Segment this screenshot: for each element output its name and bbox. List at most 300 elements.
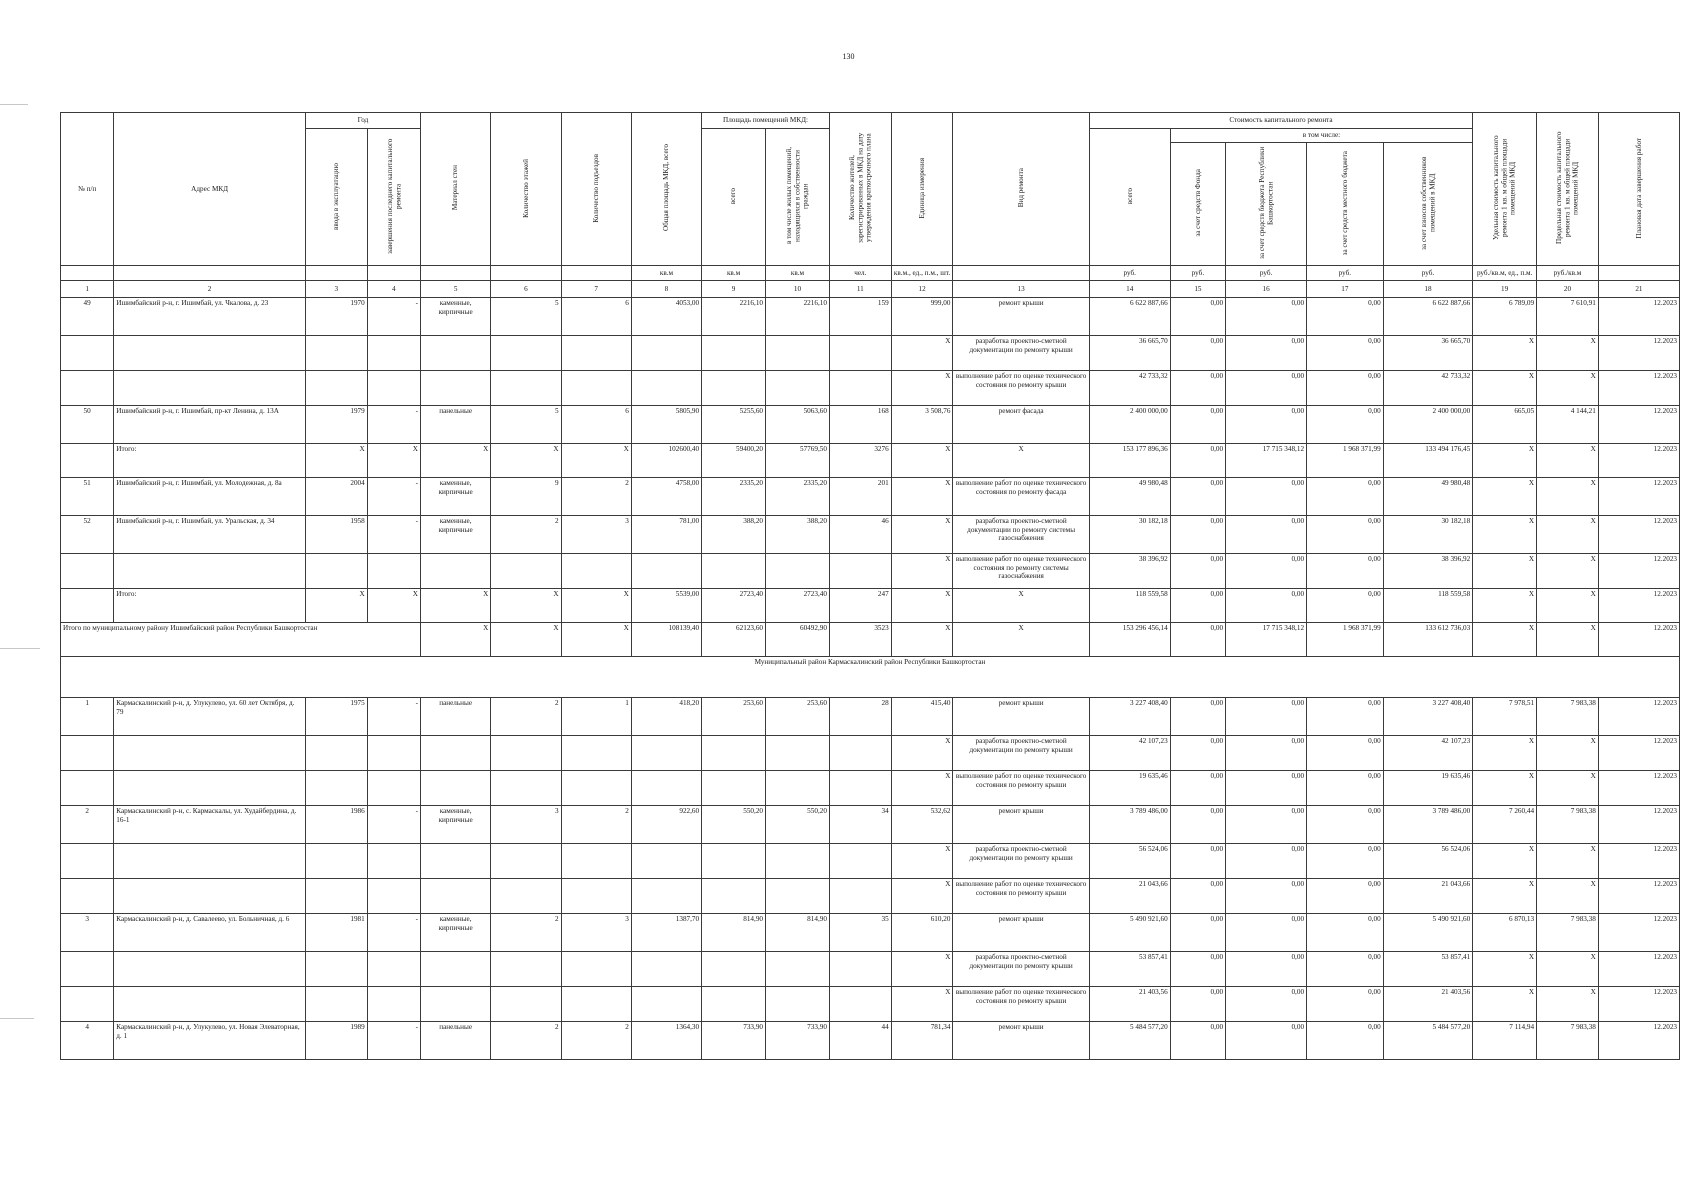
quantity-cell: X: [891, 554, 953, 589]
cost-cell: 665,05: [1473, 406, 1537, 444]
cost-cell: 0,00: [1307, 478, 1384, 516]
unit-cell: руб.: [1383, 266, 1473, 281]
cost-cell: 0,00: [1170, 298, 1225, 336]
year-cell: -: [367, 298, 420, 336]
cost-cell: 0,00: [1170, 698, 1225, 736]
empty-cell: [305, 554, 367, 589]
section-title: Муниципальный район Кармаскалинский район Республики Башкортостан: [61, 657, 1680, 698]
empty-cell: [702, 771, 766, 806]
quantity-cell: X: [891, 444, 953, 478]
area-cell: 57769,50: [766, 444, 830, 478]
cost-cell: 12.2023: [1598, 952, 1679, 987]
empty-cell: [367, 554, 420, 589]
cost-cell: X: [1473, 371, 1537, 406]
area-cell: 4758,00: [631, 478, 701, 516]
empty-cell: [829, 879, 891, 914]
cost-cell: 0,00: [1226, 406, 1307, 444]
empty-cell: [766, 371, 830, 406]
cost-cell: 118 559,58: [1383, 589, 1473, 623]
area-cell: 253,60: [702, 698, 766, 736]
empty-cell: [61, 771, 114, 806]
unit-cell: руб.: [1307, 266, 1384, 281]
quantity-cell: 415,40: [891, 698, 953, 736]
area-cell: 2335,20: [702, 478, 766, 516]
cost-cell: 0,00: [1307, 336, 1384, 371]
cost-cell: 0,00: [1307, 406, 1384, 444]
cost-cell: 0,00: [1307, 952, 1384, 987]
cost-cell: 0,00: [1170, 516, 1225, 554]
residents-cell: 3523: [829, 623, 891, 657]
row-number-cell: 1: [61, 698, 114, 736]
cost-cell: 0,00: [1307, 771, 1384, 806]
cost-cell: X: [1537, 771, 1599, 806]
col-unit-header: Единица измерения: [891, 113, 953, 266]
cost-cell: X: [1473, 952, 1537, 987]
cost-cell: 0,00: [1226, 987, 1307, 1022]
entrances-cell: 2: [561, 1022, 631, 1060]
cost-cell: 0,00: [1170, 478, 1225, 516]
table-cell: X: [420, 623, 490, 657]
quantity-cell: 532,62: [891, 806, 953, 844]
cost-cell: 12.2023: [1598, 844, 1679, 879]
empty-cell: [305, 987, 367, 1022]
address-cell: Итого:: [114, 444, 306, 478]
empty-cell: [114, 554, 306, 589]
address-cell: Ишимбайский р-н, г. Ишимбай, ул. Молодежная, д. 8а: [114, 478, 306, 516]
cost-cell: X: [1473, 554, 1537, 589]
cost-cell: 7 983,38: [1537, 806, 1599, 844]
column-number-cell: 4: [367, 281, 420, 298]
house-row: [61, 1022, 1680, 1060]
empty-cell: [491, 844, 561, 879]
cost-cell: 12.2023: [1598, 771, 1679, 806]
cost-cell: 0,00: [1170, 879, 1225, 914]
scan-speckle: [0, 104, 28, 105]
empty-cell: [114, 952, 306, 987]
entrances-cell: 2: [561, 478, 631, 516]
entrances-cell: 6: [561, 298, 631, 336]
area-cell: 5805,90: [631, 406, 701, 444]
cost-cell: 21 043,66: [1089, 879, 1170, 914]
cost-cell: 0,00: [1226, 914, 1307, 952]
area-cell: 733,90: [766, 1022, 830, 1060]
column-number-cell: 18: [1383, 281, 1473, 298]
cost-cell: 0,00: [1226, 736, 1307, 771]
house-row: [61, 806, 1680, 844]
empty-cell: [305, 844, 367, 879]
sub-work-row: [61, 771, 1680, 806]
empty-cell: [305, 879, 367, 914]
cost-cell: 6 622 887,66: [1089, 298, 1170, 336]
house-row: [61, 914, 1680, 952]
cost-cell: 0,00: [1170, 336, 1225, 371]
cost-cell: 7 983,38: [1537, 698, 1599, 736]
floors-cell: X: [491, 444, 561, 478]
col-year-commission-header: ввода в эксплуатацию: [305, 129, 367, 266]
work-type-cell: разработка проектно-сметной документации по ремонту крыши: [953, 736, 1089, 771]
empty-cell: [61, 554, 114, 589]
empty-cell: [561, 844, 631, 879]
work-type-cell: X: [953, 589, 1089, 623]
empty-cell: [702, 952, 766, 987]
empty-cell: [766, 879, 830, 914]
empty-cell: [491, 336, 561, 371]
residents-cell: 247: [829, 589, 891, 623]
table-body: [61, 298, 1680, 1060]
cost-cell: X: [1473, 589, 1537, 623]
sub-work-row: [61, 554, 1680, 589]
col-premises-area-header: Площадь помещений МКД:: [702, 113, 830, 129]
area-cell: 2335,20: [766, 478, 830, 516]
material-cell: панельные: [420, 1022, 490, 1060]
col-floors-header: Количество этажей: [491, 113, 561, 266]
cost-cell: 3 227 408,40: [1383, 698, 1473, 736]
empty-cell: [367, 952, 420, 987]
empty-cell: [561, 736, 631, 771]
cost-cell: 56 524,06: [1383, 844, 1473, 879]
cost-cell: 7 978,51: [1473, 698, 1537, 736]
cost-cell: X: [1537, 336, 1599, 371]
cost-cell: 0,00: [1170, 554, 1225, 589]
cost-cell: 0,00: [1170, 771, 1225, 806]
area-cell: 253,60: [766, 698, 830, 736]
col-year-header: Год: [305, 113, 420, 129]
work-type-cell: ремонт крыши: [953, 806, 1089, 844]
row-number-cell: 3: [61, 914, 114, 952]
cost-cell: 5 490 921,60: [1383, 914, 1473, 952]
empty-cell: [631, 987, 701, 1022]
empty-cell: [305, 371, 367, 406]
cost-cell: 0,00: [1170, 623, 1225, 657]
unit-cell: руб.: [1089, 266, 1170, 281]
cost-cell: 12.2023: [1598, 336, 1679, 371]
empty-cell: [631, 554, 701, 589]
area-cell: 60492,90: [766, 623, 830, 657]
cost-cell: 0,00: [1307, 298, 1384, 336]
empty-cell: [61, 879, 114, 914]
cost-cell: 5 490 921,60: [1089, 914, 1170, 952]
column-number-cell: 5: [420, 281, 490, 298]
cost-cell: 7 610,91: [1537, 298, 1599, 336]
column-number-cell: 13: [953, 281, 1089, 298]
col-local-header: за счет средств местного бюджета: [1307, 143, 1384, 266]
quantity-cell: X: [891, 844, 953, 879]
empty-cell: [420, 987, 490, 1022]
quantity-cell: X: [891, 589, 953, 623]
area-cell: 922,60: [631, 806, 701, 844]
cost-cell: 153 296 456,14: [1089, 623, 1170, 657]
cost-cell: 7 983,38: [1537, 914, 1599, 952]
col-total-area-header: Общая площадь МКД, всего: [631, 113, 701, 266]
empty-cell: [631, 952, 701, 987]
area-cell: 550,20: [766, 806, 830, 844]
cost-cell: 42 733,32: [1089, 371, 1170, 406]
cost-cell: X: [1537, 844, 1599, 879]
empty-cell: [367, 844, 420, 879]
column-number-cell: 1: [61, 281, 114, 298]
col-deadline-header: Плановая дата завершения работ: [1598, 113, 1679, 266]
floors-cell: 5: [491, 406, 561, 444]
cost-cell: 7 114,94: [1473, 1022, 1537, 1060]
cost-cell: 0,00: [1226, 298, 1307, 336]
entrances-cell: 1: [561, 698, 631, 736]
empty-cell: [491, 371, 561, 406]
cost-cell: X: [1473, 771, 1537, 806]
empty-cell: [829, 371, 891, 406]
cost-cell: 5 484 577,20: [1089, 1022, 1170, 1060]
work-type-cell: выполнение работ по оценке технического состояния по ремонту крыши: [953, 987, 1089, 1022]
cost-cell: 0,00: [1226, 336, 1307, 371]
cost-cell: 36 665,70: [1089, 336, 1170, 371]
cost-cell: 12.2023: [1598, 914, 1679, 952]
cost-cell: 0,00: [1307, 736, 1384, 771]
column-number-cell: 7: [561, 281, 631, 298]
unit-cell: руб./кв.м, ед., п.м.: [1473, 266, 1537, 281]
quantity-cell: X: [891, 623, 953, 657]
cost-cell: 3 789 486,00: [1383, 806, 1473, 844]
unit-cell: [367, 266, 420, 281]
cost-cell: 12.2023: [1598, 806, 1679, 844]
cost-cell: 0,00: [1226, 1022, 1307, 1060]
column-number-cell: 19: [1473, 281, 1537, 298]
residents-cell: 201: [829, 478, 891, 516]
quantity-cell: 781,34: [891, 1022, 953, 1060]
year-cell: X: [367, 589, 420, 623]
work-type-cell: разработка проектно-сметной документации по ремонту крыши: [953, 336, 1089, 371]
residents-cell: 168: [829, 406, 891, 444]
empty-cell: [829, 736, 891, 771]
unit-cell: кв.м: [766, 266, 830, 281]
cost-cell: 12.2023: [1598, 589, 1679, 623]
residents-cell: 3276: [829, 444, 891, 478]
unit-cell: [61, 266, 114, 281]
area-cell: 4053,00: [631, 298, 701, 336]
empty-cell: [114, 336, 306, 371]
empty-cell: [829, 952, 891, 987]
cost-cell: X: [1537, 554, 1599, 589]
house-row: [61, 298, 1680, 336]
empty-cell: [561, 554, 631, 589]
col-fund-header: за счет средств Фонда: [1170, 143, 1225, 266]
cost-cell: 0,00: [1170, 406, 1225, 444]
area-cell: 2723,40: [766, 589, 830, 623]
total-row: [61, 589, 1680, 623]
work-type-cell: ремонт крыши: [953, 914, 1089, 952]
cost-cell: X: [1473, 516, 1537, 554]
work-type-cell: X: [953, 444, 1089, 478]
entrances-cell: 3: [561, 914, 631, 952]
work-type-cell: разработка проектно-сметной документации по ремонту системы газоснабжения: [953, 516, 1089, 554]
cost-cell: 38 396,92: [1089, 554, 1170, 589]
cost-cell: 12.2023: [1598, 478, 1679, 516]
material-cell: каменные, кирпичные: [420, 516, 490, 554]
cost-cell: 53 857,41: [1089, 952, 1170, 987]
empty-cell: [631, 336, 701, 371]
cost-cell: 6 870,13: [1473, 914, 1537, 952]
units-row: [61, 266, 1680, 281]
year-cell: 1989: [305, 1022, 367, 1060]
empty-cell: [114, 771, 306, 806]
empty-cell: [367, 371, 420, 406]
empty-cell: [420, 336, 490, 371]
cost-cell: 2 400 000,00: [1089, 406, 1170, 444]
area-cell: 814,90: [702, 914, 766, 952]
cost-cell: 133 494 176,45: [1383, 444, 1473, 478]
column-number-cell: 8: [631, 281, 701, 298]
empty-cell: [561, 987, 631, 1022]
cost-cell: 12.2023: [1598, 623, 1679, 657]
unit-cell: кв.м., ед., п.м., шт.: [891, 266, 953, 281]
unit-cell: кв.м: [702, 266, 766, 281]
cost-cell: 0,00: [1226, 771, 1307, 806]
empty-cell: [491, 736, 561, 771]
floors-cell: 9: [491, 478, 561, 516]
floors-cell: X: [491, 589, 561, 623]
cost-cell: 21 403,56: [1383, 987, 1473, 1022]
material-cell: X: [420, 589, 490, 623]
area-cell: 5539,00: [631, 589, 701, 623]
cost-cell: 0,00: [1226, 952, 1307, 987]
empty-cell: [420, 371, 490, 406]
unit-cell: кв.м: [631, 266, 701, 281]
area-cell: 733,90: [702, 1022, 766, 1060]
cost-cell: X: [1473, 736, 1537, 771]
cost-cell: X: [1537, 623, 1599, 657]
unit-cell: [420, 266, 490, 281]
year-cell: X: [367, 444, 420, 478]
area-cell: 388,20: [766, 516, 830, 554]
col-residents-header: Количество жителей, зарегистрированных в МКД на дату утверждения краткосрочного плана: [829, 113, 891, 266]
empty-cell: [702, 736, 766, 771]
cost-cell: 21 403,56: [1089, 987, 1170, 1022]
empty-cell: [420, 771, 490, 806]
column-number-cell: 21: [1598, 281, 1679, 298]
year-cell: 1986: [305, 806, 367, 844]
unit-cell: чел.: [829, 266, 891, 281]
quantity-cell: 610,20: [891, 914, 953, 952]
empty-cell: [702, 336, 766, 371]
empty-cell: [766, 336, 830, 371]
sub-work-row: [61, 952, 1680, 987]
empty-cell: [766, 771, 830, 806]
empty-cell: [702, 879, 766, 914]
empty-cell: [305, 952, 367, 987]
cost-cell: 0,00: [1170, 736, 1225, 771]
material-cell: панельные: [420, 698, 490, 736]
scan-speckle: [0, 648, 40, 649]
empty-cell: [766, 952, 830, 987]
floors-cell: 2: [491, 1022, 561, 1060]
cost-cell: 36 665,70: [1383, 336, 1473, 371]
column-numbers-row: [61, 281, 1680, 298]
unit-cell: руб.: [1226, 266, 1307, 281]
table-header: [61, 113, 1680, 298]
empty-cell: [61, 952, 114, 987]
cost-cell: X: [1537, 371, 1599, 406]
cost-cell: 1 968 371,99: [1307, 444, 1384, 478]
cost-cell: 0,00: [1226, 478, 1307, 516]
cost-cell: 49 980,48: [1383, 478, 1473, 516]
cost-cell: 19 635,46: [1383, 771, 1473, 806]
grand-total-label: Итого по муниципальному району Ишимбайский район Республики Башкортостан: [61, 623, 421, 657]
section-row: [61, 657, 1680, 698]
area-cell: 108139,40: [631, 623, 701, 657]
empty-cell: [702, 844, 766, 879]
work-type-cell: выполнение работ по оценке технического состояния по ремонту крыши: [953, 371, 1089, 406]
empty-cell: [702, 987, 766, 1022]
cost-cell: 19 635,46: [1089, 771, 1170, 806]
empty-cell: [114, 879, 306, 914]
cost-cell: 30 182,18: [1089, 516, 1170, 554]
empty-cell: [631, 736, 701, 771]
cost-cell: 0,00: [1307, 516, 1384, 554]
work-type-cell: ремонт крыши: [953, 298, 1089, 336]
cost-cell: 12.2023: [1598, 371, 1679, 406]
cost-cell: 2 400 000,00: [1383, 406, 1473, 444]
cost-cell: X: [1537, 478, 1599, 516]
floors-cell: 2: [491, 914, 561, 952]
year-cell: -: [367, 914, 420, 952]
empty-cell: [631, 844, 701, 879]
area-cell: 62123,60: [702, 623, 766, 657]
house-row: [61, 406, 1680, 444]
cost-cell: 42 107,23: [1089, 736, 1170, 771]
empty-cell: [305, 336, 367, 371]
row-number-cell: [61, 589, 114, 623]
empty-cell: [420, 736, 490, 771]
col-no-header: № п/п: [61, 113, 114, 266]
cost-cell: X: [1537, 736, 1599, 771]
area-cell: 550,20: [702, 806, 766, 844]
quantity-cell: X: [891, 952, 953, 987]
cost-cell: 17 715 348,12: [1226, 623, 1307, 657]
col-incl-header: в том числе:: [1170, 129, 1472, 143]
entrances-cell: 6: [561, 406, 631, 444]
cost-cell: X: [1537, 444, 1599, 478]
cost-cell: 21 043,66: [1383, 879, 1473, 914]
work-type-cell: ремонт фасада: [953, 406, 1089, 444]
page-number: 130: [842, 52, 855, 61]
area-cell: 5063,60: [766, 406, 830, 444]
column-number-cell: 10: [766, 281, 830, 298]
house-row: [61, 478, 1680, 516]
quantity-cell: X: [891, 736, 953, 771]
cost-cell: 0,00: [1226, 879, 1307, 914]
unit-cell: [114, 266, 306, 281]
cost-cell: 0,00: [1307, 806, 1384, 844]
year-cell: 1970: [305, 298, 367, 336]
unit-cell: [491, 266, 561, 281]
cost-cell: 12.2023: [1598, 444, 1679, 478]
cost-cell: 42 733,32: [1383, 371, 1473, 406]
work-type-cell: выполнение работ по оценке технического состояния по ремонту крыши: [953, 771, 1089, 806]
residents-cell: 44: [829, 1022, 891, 1060]
col-owners-header: за счет взносов собственников помещений в МКД: [1383, 143, 1473, 266]
cost-cell: 0,00: [1307, 914, 1384, 952]
cost-cell: 133 612 736,03: [1383, 623, 1473, 657]
residents-cell: 159: [829, 298, 891, 336]
cost-cell: X: [1537, 516, 1599, 554]
cost-cell: X: [1537, 589, 1599, 623]
empty-cell: [420, 554, 490, 589]
cost-cell: 0,00: [1170, 806, 1225, 844]
cost-cell: X: [1537, 879, 1599, 914]
area-cell: 2216,10: [702, 298, 766, 336]
quantity-cell: 3 508,76: [891, 406, 953, 444]
quantity-cell: X: [891, 516, 953, 554]
col-premises-all-header: всего: [702, 129, 766, 266]
empty-cell: [61, 987, 114, 1022]
